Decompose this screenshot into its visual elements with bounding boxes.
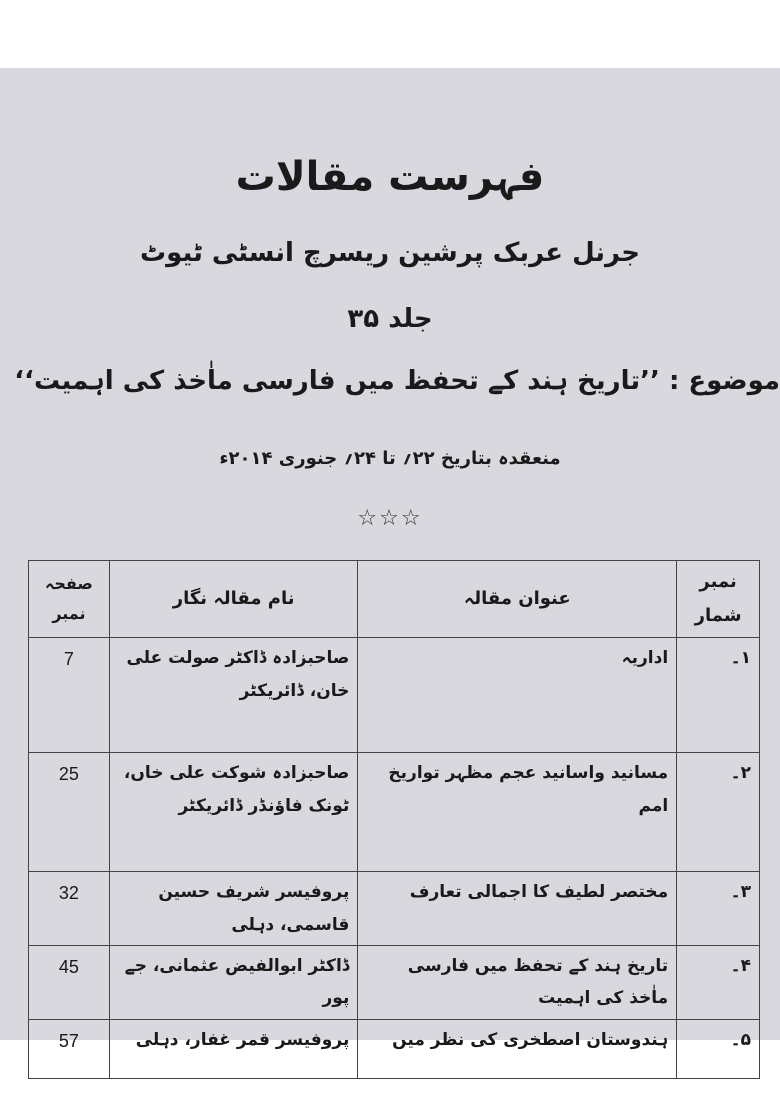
topic-line: موضوع : ’’تاریخ ہند کے تحفظ میں فارسی ماٰخذ کی اہمیت‘‘	[14, 366, 780, 396]
volume-label: جلد ۳۵	[347, 304, 433, 334]
star-ornament: ☆☆☆	[357, 506, 423, 531]
page-cell: 32	[29, 872, 110, 946]
table-row	[29, 638, 760, 753]
title-cell: اداریہ	[358, 638, 677, 753]
date-line: منعقدہ بتاریخ ۲۲؍ تا ۲۴؍ جنوری ۲۰۱۴ء	[219, 448, 561, 469]
author-cell: پروفیسر شریف حسین قاسمی، دہلی	[109, 872, 357, 946]
table-row	[29, 753, 760, 872]
table-row	[29, 872, 760, 946]
author-cell: ڈاکٹر ابوالفیض عثمانی، جے پور	[109, 945, 357, 1019]
col-serial: نمبر شمار	[677, 561, 760, 638]
author-cell: صاحبزادہ ڈاکٹر صولت علی خان، ڈائریکٹر	[109, 638, 357, 753]
page-cell: 7	[29, 638, 110, 753]
page-title: فہرست مقالات	[235, 154, 545, 200]
page-cell: 25	[29, 753, 110, 872]
table-row	[29, 945, 760, 1019]
title-cell: مختصر لطیف کا اجمالی تعارف	[358, 872, 677, 946]
col-title: عنوان مقالہ	[358, 561, 677, 638]
serial-cell: ۴۔	[677, 945, 760, 1019]
contents-table	[28, 560, 760, 1079]
institute-name: جرنل عربک پرشین ریسرچ انسٹی ٹیوٹ	[140, 238, 640, 268]
serial-cell: ۳۔	[677, 872, 760, 946]
serial-cell: ۲۔	[677, 753, 760, 872]
table-header-row	[29, 561, 760, 638]
serial-cell: ۱۔	[677, 638, 760, 753]
col-page: صفحہ نمبر	[29, 561, 110, 638]
author-cell: پروفیسر قمر غفار، دہلی	[109, 1019, 357, 1078]
serial-cell: ۵۔	[677, 1019, 760, 1078]
col-author: نام مقالہ نگار	[109, 561, 357, 638]
page-cell: 57	[29, 1019, 110, 1078]
author-cell: صاحبزادہ شوکت علی خاں، ٹونک فاؤنڈر ڈائریکٹر	[109, 753, 357, 872]
page-cell: 45	[29, 945, 110, 1019]
title-cell: ہندوستان اصطخری کی نظر میں	[358, 1019, 677, 1078]
title-cell: تاریخ ہند کے تحفظ میں فارسی ماٰخذ کی اہمیت	[358, 945, 677, 1019]
title-cell: مسانید واسانید عجم مظہر تواریخ امم	[358, 753, 677, 872]
table-row	[29, 1019, 760, 1078]
document-page	[0, 68, 780, 1051]
